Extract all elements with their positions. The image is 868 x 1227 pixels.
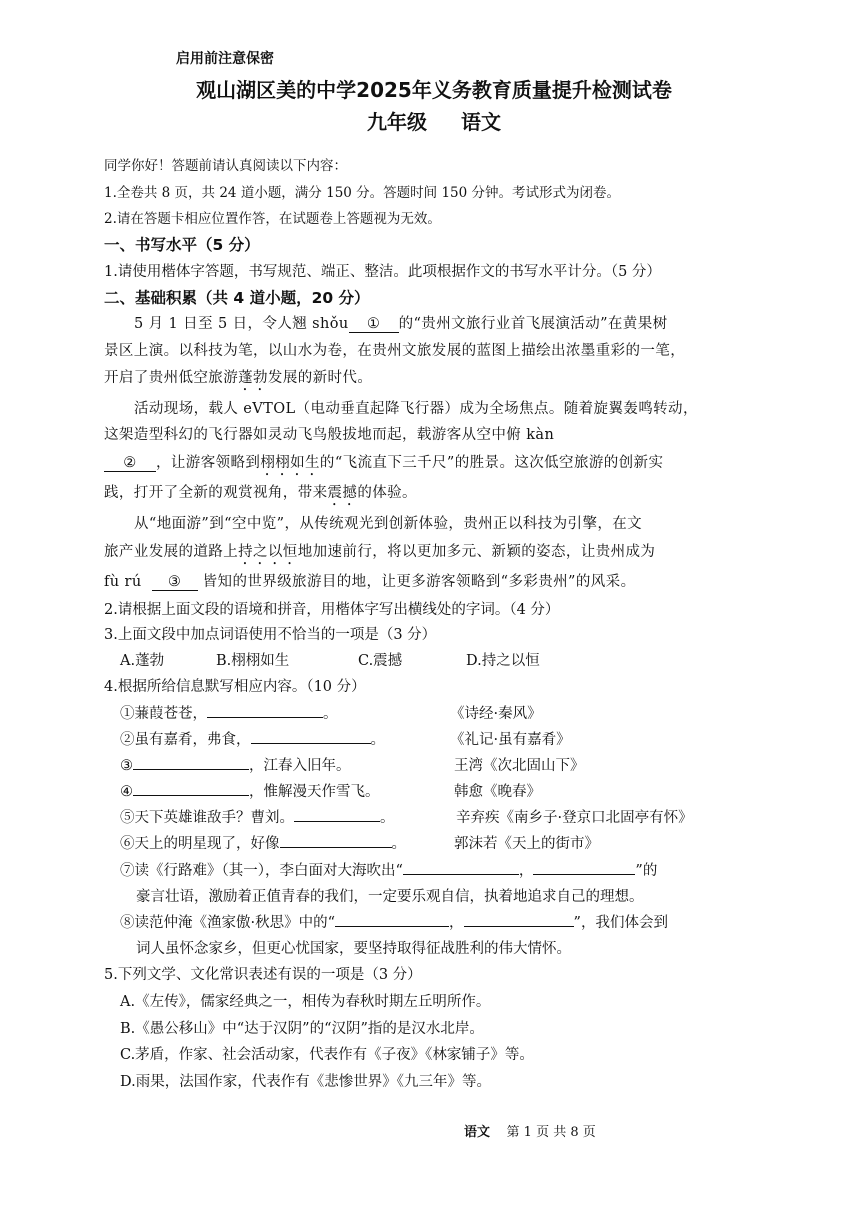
confidential-notice: 启用前注意保密 [176,51,274,67]
passage-text: ，让游客领略到 [156,455,261,471]
question-2: 2.请根据上面文段的语境和拼音，用楷体字写出横线处的字词。（4 分） [104,602,560,618]
question-4-item-3 [120,754,351,775]
answer-blank [533,874,635,875]
instructions-greeting: 同学你好！答题前请认真阅读以下内容： [104,158,347,174]
question-4-item-2 [120,728,385,749]
passage-text: 的“贵州文旅行业首飞展演活动”在黄果树 [398,316,668,332]
item-text: ”，我们体会到 [573,915,668,931]
passage-text: 的“飞流直下三千尺”的胜景。这次低空旅游的创新实 [319,455,664,471]
passage-line [104,540,655,568]
question-4-source-3: 王湾《次北固山下》 [454,758,585,774]
question-3: 3.上面文段中加点词语使用不恰当的一项是（3 分） [104,627,437,643]
item-text: ⑥天上的明星现了，好像 [120,836,280,852]
question-4-item-8-cont: 词人虽怀念家乡，但更心忧国家，要坚持取得征战胜利的伟大情怀。 [136,941,571,957]
question-1: 1.请使用楷体字答题，书写规范、端正、整洁。此项根据作文的书写水平计分。（5 分） [104,264,661,280]
answer-blank [294,821,380,822]
question-3-option-a: A.蓬勃 [120,653,165,669]
question-4-source-5: 辛弃疾《南乡子·登京口北固亭有怀》 [456,810,693,826]
passage-text: 践，打开了全新的观赏视角，带来 [104,485,328,501]
question-5-option-c: C.茅盾，作家、社会活动家，代表作有《子夜》《林家铺子》等。 [120,1047,534,1063]
question-3-option-c: C.震撼 [358,653,403,669]
question-5: 5.下列文学、文化常识表述有误的一项是（3 分） [104,967,422,983]
blank-3: ③ [152,574,198,591]
passage-text: 的体验。 [357,485,417,501]
answer-blank [335,926,449,927]
question-3-option-d: D.持之以恒 [466,653,540,669]
exam-title: 观山湖区美的中学2025年义务教育质量提升检测试卷 [196,78,672,102]
item-text: ⑧读范仲淹《渔家傲·秋思》中的“ [120,915,336,931]
dotted-word-pengbo: 蓬勃 [238,370,268,386]
passage-line [104,570,635,591]
question-4-item-5 [120,806,395,827]
instructions-item-1: 1.全卷共 8 页，共 24 道小题，满分 150 分。答题时间 150 分钟。考试形式为闭卷。 [104,185,621,201]
item-text: ， [449,915,464,931]
dotted-word-zhenhan: 震撼 [327,485,358,501]
passage-line: 这架造型科幻的飞行器如灵动飞鸟般拔地而起，载游客从空中俯 kàn [104,427,555,443]
exam-subtitle [0,106,868,135]
passage-line: 景区上演。以科技为笔，以山水为卷，在贵州文旅发展的蓝图上描绘出浓墨重彩的一笔， [104,343,686,359]
answer-blank [133,795,249,796]
item-text: ⑤天下英雄谁敌手？曹刘。 [120,810,294,826]
passage-line [104,366,372,394]
question-4-item-7 [120,859,657,880]
question-5-option-d: D.雨果，法国作家，代表作有《悲惨世界》《九三年》等。 [120,1074,491,1090]
item-text: ①蒹葭苍苍， [120,706,207,722]
item-text: 。 [391,836,406,852]
item-text: ④ [120,784,133,800]
passage-line [104,481,417,509]
passage-text: 地加速前行，将以更加多元、新颖的姿态，让贵州成为 [297,544,656,560]
blank-2: ② [104,455,156,472]
item-text: ②虽有嘉肴，弗食， [120,732,251,748]
question-4-item-6 [120,832,406,853]
answer-blank [464,926,574,927]
page-footer [464,1121,596,1140]
item-text: 。 [323,706,338,722]
item-text: ③ [120,758,133,774]
answer-blank [133,769,249,770]
item-text: ，江春入旧年。 [249,758,351,774]
subject-label: 语文 [461,110,501,134]
footer-subject: 语文 [464,1125,491,1140]
passage-text: 旅产业发展的道路上 [104,544,239,560]
passage-text: fù rú [104,574,142,590]
answer-blank [403,874,519,875]
question-4-source-4: 韩愈《晚春》 [454,784,541,800]
item-text: 。 [380,810,395,826]
section-1-heading: 一、书写水平（5 分） [104,236,260,254]
grade-label: 九年级 [367,110,427,134]
question-4-item-8 [120,911,668,932]
passage-line [104,451,663,479]
passage-text: 5 月 1 日至 5 日，令人翘 shǒu [134,316,349,332]
question-5-option-a: A.《左传》，儒家经典之一，相传为春秋时期左丘明所作。 [120,994,491,1010]
dotted-word-chizhiyiheng: 持之以恒 [238,544,298,560]
question-4-item-7-cont: 豪言壮语，激励着正值青春的我们，一定要乐观自信，执着地追求自己的理想。 [136,889,644,905]
passage-line: 从“地面游”到“空中览”，从传统观光到创新体验，贵州正以科技为引擎，在文 [134,516,643,532]
question-3-option-b: B.栩栩如生 [216,653,290,669]
question-5-option-b: B.《愚公移山》中“达于汉阴”的“汉阴”指的是汉水北岸。 [120,1021,484,1037]
passage-line: 活动现场，载人 eVTOL（电动垂直起降飞行器）成为全场焦点。随着旋翼轰鸣转动， [134,401,698,417]
item-text: ， [518,863,534,879]
item-text: ，惟解漫天作雪飞。 [249,784,380,800]
question-4-source-6: 郭沫若《天上的街市》 [454,836,599,852]
question-4-source-1: 《诗经·秦风》 [450,706,542,722]
answer-blank [251,743,371,744]
section-2-heading: 二、基础积累（共 4 道小题，20 分） [104,289,370,307]
item-text: 。 [370,732,385,748]
passage-text: 开启了贵州低空旅游 [104,370,239,386]
question-4-item-1 [120,702,338,723]
question-4-source-2: 《礼记·虽有嘉肴》 [450,732,571,748]
answer-blank [207,717,323,718]
footer-page-number: 第 1 页 共 8 页 [506,1125,596,1140]
item-text: ”的 [635,863,658,879]
blank-1: ① [349,316,399,333]
question-4-item-4 [120,780,380,801]
instructions-item-2: 2.请在答题卡相应位置作答，在试题卷上答题视为无效。 [104,211,441,227]
passage-text: 皆知的世界级旅游目的地，让更多游客领略到“多彩贵州”的风采。 [202,574,636,590]
answer-blank [280,847,392,848]
passage-text: 发展的新时代。 [267,370,373,386]
item-text: ⑦读《行路难》（其一），李白面对大海吹出“ [120,863,403,879]
passage-line [134,312,668,333]
dotted-word-xuxurusheng: 栩栩如生 [260,455,320,471]
question-4: 4.根据所给信息默写相应内容。（10 分） [104,679,366,695]
